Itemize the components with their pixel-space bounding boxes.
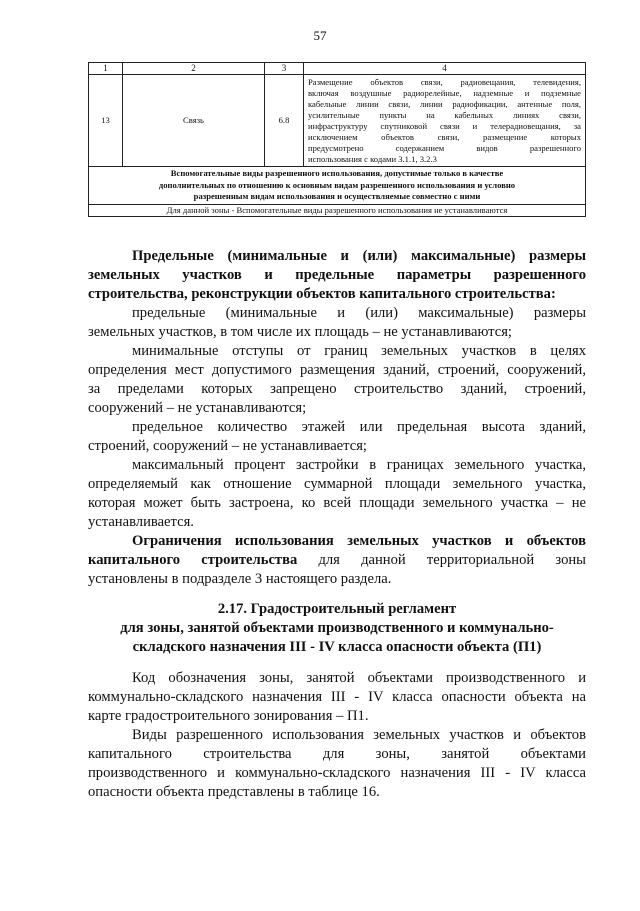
limits-heading-line: земельных участков и предельные параметры разрешенного xyxy=(88,267,586,283)
limits-heading-line: строительства, реконструкции объектов капитального строительства: xyxy=(88,286,556,302)
table-header-row xyxy=(89,63,586,75)
restrictions-line xyxy=(88,551,586,570)
section-title-line: складского назначения III - IV класса опасности объекта (П1) xyxy=(132,639,542,655)
header-cell: 3 xyxy=(265,63,304,75)
table-row xyxy=(89,75,586,167)
aux-heading-line: Вспомогательные виды разрешенного использования, допустимые только в качестве xyxy=(170,168,504,178)
limits-paragraph-line: строений, сооружений – не устанавливается; xyxy=(88,438,367,454)
row-description xyxy=(304,75,586,167)
limits-paragraph-line: предельные (минимальные и (или) максимальные) размеры xyxy=(132,305,586,321)
description-line: Размещение объектов связи, радиовещания, телевидения, xyxy=(308,77,581,87)
limits-heading-line: Предельные (минимальные и (или) максимальные) размеры xyxy=(132,248,586,264)
limits-paragraph-line: сооружений – не устанавливаются; xyxy=(88,400,307,416)
limits-paragraph-line: предельное количество этажей или предельная высота зданий, xyxy=(132,419,586,435)
section-title xyxy=(88,600,586,657)
description-line: предусмотрено содержанием видов разрешенного xyxy=(308,143,581,153)
row-number: 13 xyxy=(89,75,123,167)
aux-heading-row xyxy=(89,167,586,205)
section-code-line: карте градостроительного зонирования – П1. xyxy=(88,708,369,724)
description-line: использования с кодами 3.1.1, 3.2.3 xyxy=(308,154,437,164)
limits-paragraph-line: за пределами которых запрещено строительство зданий, строений, xyxy=(88,381,586,397)
header-cell: 2 xyxy=(123,63,265,75)
header-cell: 4 xyxy=(304,63,586,75)
limits-paragraph-line: определения мест допустимого размещения зданий, строений, сооружений, xyxy=(88,362,586,378)
section-code-line: коммунально-складского назначения III - IV класса опасности объекта на xyxy=(88,689,586,705)
limits-section xyxy=(88,247,586,589)
section-types-line: капитального строительства для зоны, занятой объектами xyxy=(88,746,586,762)
section-types-line: производственного и коммунально-складского назначения III - IV класса xyxy=(88,765,586,781)
aux-none-text: Для данной зоны - Вспомогательные виды разрешенного использования не устанавливаются xyxy=(89,204,586,216)
aux-heading-line: разрешенным видам использования и осуществляемые совместно с ними xyxy=(193,191,481,201)
limits-paragraph-line: минимальные отступы от границ земельных участков в целях xyxy=(132,343,586,359)
description-line: инфраструктуру спутниковой связи и телерадиовещания, за xyxy=(308,121,581,131)
limits-paragraph-line: определяемый как отношение суммарной площади земельного участка, xyxy=(88,476,586,492)
row-name: Связь xyxy=(123,75,265,167)
description-line: усилительные пункты на кабельных линиях связи, xyxy=(308,110,581,120)
section-code-line: Код обозначения зоны, занятой объектами производственного и xyxy=(132,670,586,686)
row-code: 6.8 xyxy=(265,75,304,167)
section-title-line: для зоны, занятой объектами производственного и коммунально- xyxy=(120,620,554,636)
limits-paragraph-line: которая может быть застроена, ко всей площади земельного участка – не xyxy=(88,495,586,511)
description-line: включая воздушные радиорелейные, надземные и подземные xyxy=(308,88,581,98)
page-number: 57 xyxy=(313,28,327,43)
restrictions-bold-part: капитального строительства xyxy=(88,552,298,568)
aux-none-row xyxy=(89,204,586,216)
description-line: исключением объектов связи, размещение которых xyxy=(308,132,581,142)
limits-paragraph-line: устанавливается. xyxy=(88,514,194,530)
section-body xyxy=(88,669,586,802)
description-line: кабельные линии связи, линии радиофикации, антенные поля, xyxy=(308,99,581,109)
restrictions-line: установлены в подразделе 3 настоящего раздела. xyxy=(88,571,392,587)
limits-paragraph-line: максимальный процент застройки в границах земельного участка, xyxy=(132,457,586,473)
restrictions-rest-part: для данной территориальной зоны xyxy=(318,552,586,568)
section-types-line: Виды разрешенного использования земельных участков и объектов xyxy=(132,727,586,743)
section-types-line: опасности объекта представлены в таблице 16. xyxy=(88,784,380,800)
regulation-table xyxy=(88,62,586,217)
header-cell: 1 xyxy=(89,63,123,75)
aux-heading xyxy=(89,167,586,205)
section-title-line: 2.17. Градостроительный регламент xyxy=(217,601,457,617)
restrictions-line: Ограничения использования земельных участков и объектов xyxy=(132,533,586,549)
aux-heading-line: дополнительных по отношению к основным видам разрешенного использования и условно xyxy=(158,179,516,190)
limits-paragraph-line: земельных участков, в том числе их площадь – не устанавливаются; xyxy=(88,324,512,340)
